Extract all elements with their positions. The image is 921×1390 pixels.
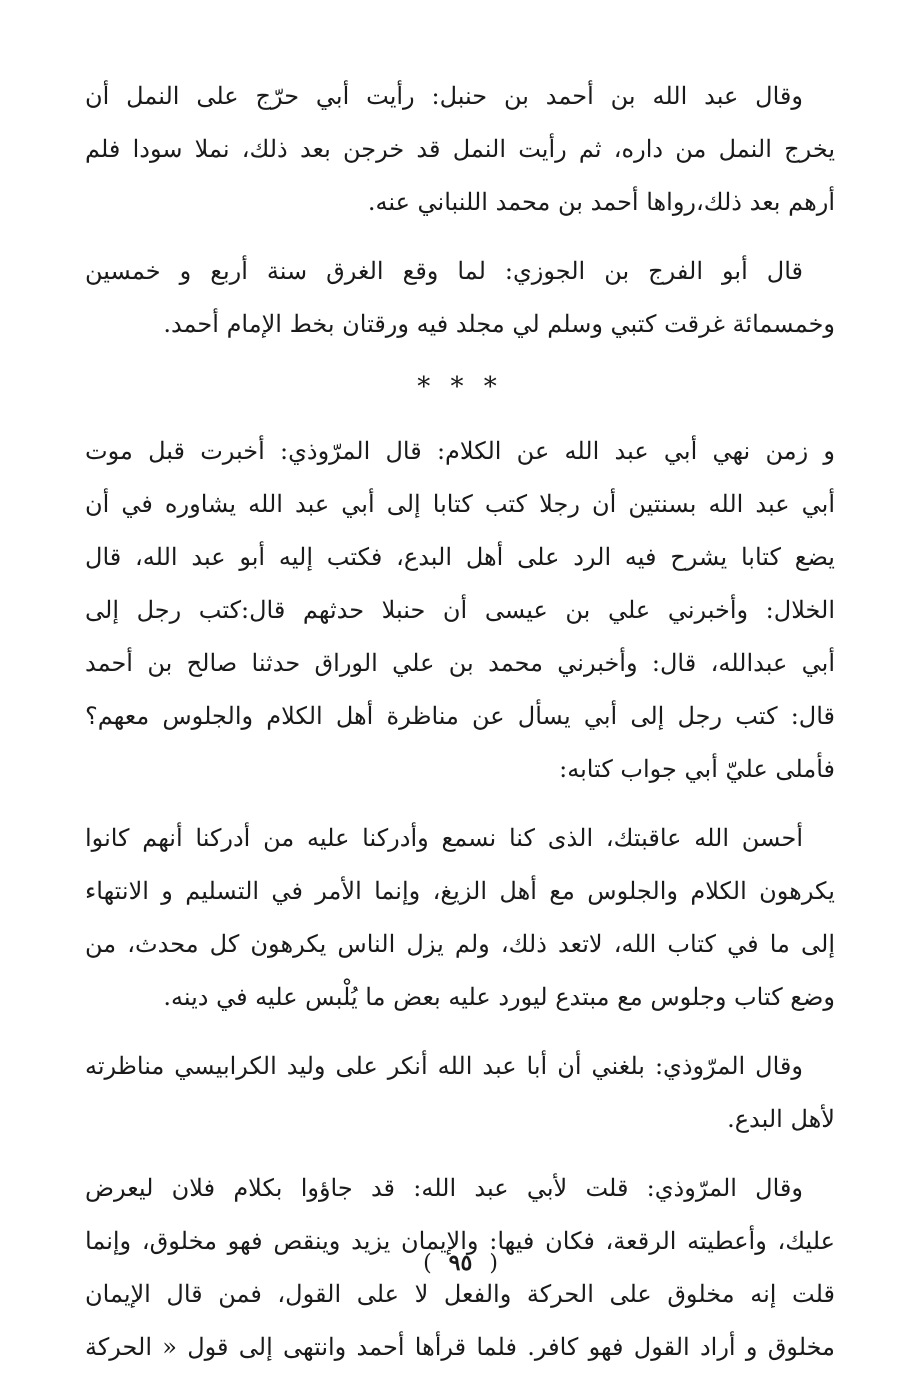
text-line: قال أبو الفرج بن الجوزي: لما وقع الغرق سنة أربع و خمسين: [85, 257, 803, 285]
text-line: مخلوق و أراد القول فهو كافر. فلما قرأها أحمد وانتهى إلى قول « الحركة: [85, 1333, 835, 1361]
text-line: وضع كتاب وجلوس مع مبتدع ليورد عليه بعض ما يُلْبس عليه في دينه.: [163, 983, 835, 1011]
section-separator: * * *: [417, 372, 503, 402]
text-line: أحسن الله عاقبتك، الذى كنا نسمع وأدركنا عليه من أدركنا أنهم كانوا: [85, 824, 803, 852]
text-line: وخمسمائة غرقت كتبي وسلم لي مجلد فيه ورقتان بخط الإمام أحمد.: [163, 310, 835, 338]
text-line: يكرهون الكلام والجلوس مع أهل الزيغ، وإنما الأمر في التسليم و الانتهاء: [85, 877, 835, 905]
text-line: الخلال: وأخبرني علي بن عيسى أن حنبلا حدثهم قال:كتب رجل إلى: [85, 596, 835, 624]
paragraph: [85, 812, 835, 1024]
page-number-open: (: [489, 1251, 498, 1276]
text-line: إلى ما في كتاب الله، لاتعد ذلك، ولم يزل الناس يكرهون كل محدث، من: [85, 930, 835, 958]
text-line: يضع كتابا يشرح فيه الرد على أهل البدع، فكتب إليه أبو عبد الله، قال: [85, 543, 835, 571]
text-line: وقال عبد الله بن أحمد بن حنبل: رأيت أبي حرّج على النمل أن: [85, 82, 803, 110]
page-number-close: ): [423, 1251, 432, 1276]
text-line: وقال المرّوذي: قلت لأبي عبد الله: قد جاؤوا بكلام فلان ليعرض: [85, 1174, 803, 1202]
text-line: و زمن نهي أبي عبد الله عن الكلام: قال المرّوذي: أخبرت قبل موت: [85, 437, 835, 465]
paragraph: [85, 425, 835, 796]
text-line: لأهل البدع.: [727, 1105, 835, 1133]
text-line: قال: كتب رجل إلى أبي يسأل عن مناظرة أهل الكلام والجلوس معهم؟: [85, 702, 835, 730]
text-line: يخرج النمل من داره، ثم رأيت النمل قد خرجن بعد ذلك، نملا سودا فلم: [85, 135, 835, 163]
text-line: أبي عبدالله، قال: وأخبرني محمد بن علي الوراق حدثنا صالح بن أحمد: [85, 649, 835, 677]
text-line: قلت إنه مخلوق على الحركة والفعل لا على القول، فمن قال الإيمان: [85, 1280, 835, 1308]
text-line: أبي عبد الله بسنتين أن رجلا كتب كتابا إلى أبي عبد الله يشاوره في أن: [85, 490, 835, 518]
page-number-value: ٩٥: [448, 1250, 473, 1276]
page-body: [85, 70, 835, 1390]
text-line: أرهم بعد ذلك،رواها أحمد بن محمد اللنباني عنه.: [367, 188, 835, 216]
text-line: فأملى عليّ أبي جواب كتابه:: [559, 755, 835, 783]
paragraph: [85, 245, 835, 351]
paragraph: [85, 1040, 835, 1146]
paragraph: [85, 70, 835, 229]
page-number: [0, 1250, 921, 1276]
text-line: عليك، وأعطيته الرقعة، فكان فيها: والإيمان يزيد وينقص فهو مخلوق، وإنما: [85, 1227, 835, 1255]
text-line: وقال المرّوذي: بلغني أن أبا عبد الله أنكر على وليد الكرابيسي مناظرته: [85, 1052, 803, 1080]
